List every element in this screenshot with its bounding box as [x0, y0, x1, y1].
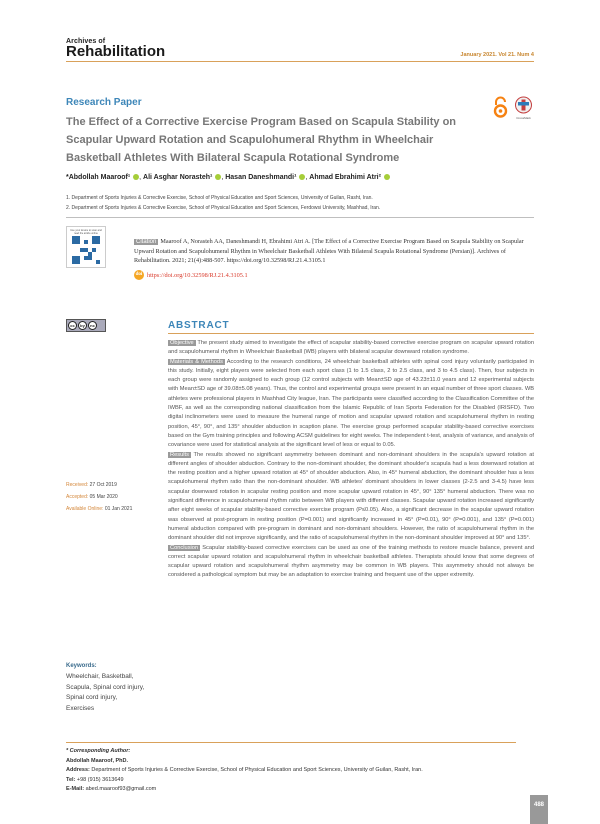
- article-title: The Effect of a Corrective Exercise Program Based on Scapula Stability on Scapular Upward Rotation and Scapulohumeral Rhythm in Wheelchair Basketball Athletes With Bilateral Scapula Rotational Syndrome: [66, 116, 457, 164]
- abstract-body: [168, 339, 534, 785]
- corr-email-value[interactable]: abed.maaroof93@gmail.com: [85, 786, 157, 792]
- cc-license-badge[interactable]: [66, 319, 106, 332]
- corr-address: [66, 766, 516, 776]
- citation-text: Maaroof A, Norasteh AA, Daneshmandi H, Ebrahimi Atri A. [The Effect of a Corrective Exercise Program Based on Scapula Stability on Scapular Upward Rotation and Scapulohumeral Rhythm in Wheelchair Basketball Athletes With Bilateral Scapula Rotational Syndrome (Persian)]. Archives of Rehabilitation. 2021; 21(4):488-507. https://doi.org/10.32598/RJ.21.4.3105.1: [134, 238, 524, 264]
- doi-icon: doi: [134, 270, 144, 280]
- abstract-text: The results showed no significant asymmetry between dominant and non-dominant shoulders in the scapula's upward rotation at different angles of shoulder abduction. Contrary to the non-dominant shoulder, the dominant shoulder's scapula had a less downward rotation at the resting position and a higher upward rotation at 45° of shoulder abduction. Also, in 45° humeral abduction, the dominant shoulder has a less scapulohumeral rhythm ratio than the non-dominant shoulder. WB athletes' dominant shoulders in lower classes (2-2.5 and 3-4.5) have less scapular downward rotation in scapular resting position and more scapular upward rotation in 45°, 90° 135° humeral abduction. There was no significant difference in scapulohumeral rhythm ratio between WB players with different classes. Scapular upward rotation increased significantly after eight weeks of scapular stability-based corrective exercise program (P≤0.05). Also, a significant decrease in the scapular upward rotation was observed at post-program in resting position (P=0.001) and significantly increased in 45° (P=0.01), 90° (P=0.001), and 135° (P=0.001) humeral abduction compared with pre-program in dominant and non-dominant shoulders. However, the ratio of scapulohumeral rhythm in the dominant shoulder did not improve significantly, and the ratio of scapulohumeral rhythm in the non-dominant shoulder improved at 90° and 135°.: [168, 451, 534, 542]
- abstract-text: Scapular stability-based corrective exercises can be used as one of the training methods to restore muscle balance, prevent and correct scapular upward rotation and scapulohumeral rhythm in wheelchair basketball athletes. Therapists should know that some degrees of scapular upward rotation and scapulohumeral rhythm asymmetry may be common in WB players. This asymmetry should not always be considered a pathological symptom but may be an adaptation to exercise training and frequent use of the upper extremity.: [168, 544, 534, 579]
- affiliations: [66, 193, 380, 213]
- date-value: 05 Mar 2020: [89, 494, 118, 500]
- journal-name-small: Archives of: [66, 38, 106, 45]
- abstract-text: The present study aimed to investigate the effect of scapular stability-based corrective exercise program on scapular upward rotation and scapulohumeral rhythm in Wheelchair Basketball (WB) players with bilateral scapular downward rotation syndrome.: [168, 340, 534, 356]
- qr-code-icon: [72, 236, 100, 264]
- date-label: Received:: [66, 482, 89, 488]
- citation-label: Citation: [136, 239, 157, 245]
- crossmark-badge[interactable]: [515, 94, 532, 120]
- qr-caption: Use your device to scan and read the article online: [70, 229, 102, 235]
- keywords-title: Keywords:: [66, 663, 97, 669]
- abstract-conclusion: [168, 544, 534, 581]
- orcid-icon[interactable]: [384, 174, 390, 180]
- corr-email-label: E-Mail:: [66, 786, 85, 792]
- date-label: Accepted:: [66, 494, 89, 500]
- abstract-methods: [168, 358, 534, 451]
- corr-address-text: Department of Sports Injuries & Corrective Exercise, School of Physical Education and Sport Sciences, University of Guilan, Rasht, Iran.: [91, 767, 423, 773]
- article-dates: [66, 479, 132, 515]
- abstract-heading: ABSTRACT: [168, 320, 230, 331]
- authors: *Abdollah Maaroof¹ , Ali Asghar Norasteh¹ , Hasan Daneshmandi¹ , Ahmad Ebrahimi Atri²: [66, 174, 390, 181]
- crossmark-icon: [515, 94, 532, 116]
- abstract-results: [168, 451, 534, 544]
- cc-by-icon: by: [78, 321, 87, 330]
- author-name: Hasan Daneshmandi¹: [225, 174, 297, 181]
- date-value: 01 Jan 2021: [104, 506, 133, 512]
- corr-tel-label: Tel:: [66, 776, 76, 783]
- crossmark-label: CrossMark: [516, 116, 531, 120]
- affiliation: 2. Department of Sports Injuries & Corrective Exercise, School of Physical Education and Sport Sciences, Ferdowsi University, Mashhad, Iran.: [66, 205, 381, 211]
- doi-line: [134, 270, 248, 280]
- issue-info: January 2021. Vol 21. Num 4: [460, 52, 534, 58]
- date-row: [66, 479, 132, 491]
- article-type: Research Paper: [66, 97, 142, 108]
- journal-logo: [66, 38, 165, 59]
- date-value: 27 Oct 2019: [89, 482, 117, 488]
- keywords: [66, 663, 146, 714]
- page-number: 488: [530, 795, 548, 824]
- date-row: [66, 491, 132, 503]
- abstract-label: Conclusion: [170, 544, 199, 551]
- corr-name: Abdollah Maaroof, PhD.: [66, 757, 129, 764]
- abstract-text: According to the research conditions, 24 wheelchair basketball athletes with spinal cord injury voluntarily participated in this study. Initially, eight players were selected from each sport class (1 to 1.5 class, 2 to 2.5 class, and 3 to 4.5 class). Then, four subjects in each group were randomly assigned to each group (12 control subjects with Mean±SD age of 43.23±11.0 years and 12 experimental subjects with Mean±SD age of 39.08±5.08 years). Thus, the control and experimental groups were present in an equal number of three sport classes. WB athletes were professional players in Mashhad City league, Iran. The participants were classified according to the Classification Committee of the IWBF, as well as the corresponding national classification from the Islamic Republic of Iran Sports Federation for the Disabled (IRISFD). Two digital inclinometers were used to measure the humeral range of motion and scapular upward rotation and scapulohumeral rhythm in resting position, 45°, 90°, and 135° shoulder abduction in scaption plane. The exercise group performed scapular stability-based corrective exercises based on the Gym training principles and following ACSM guidelines for eight weeks. The independent t-test, analysis of variance, and analysis of covariance were used for statistical analysis at the significant level of less or equal to 0.05.: [168, 358, 534, 449]
- author-name: Ahmad Ebrahimi Atri²: [309, 174, 381, 181]
- abstract-objective: [168, 339, 534, 358]
- doi-link[interactable]: https://doi.org/10.32598/RJ.21.4.3105.1: [147, 271, 248, 279]
- date-row: [66, 503, 132, 515]
- cc-nc-icon: nc: [88, 321, 97, 330]
- abstract-label: Objective: [170, 340, 194, 346]
- badges: [492, 94, 532, 120]
- qr-code-box[interactable]: [66, 226, 106, 268]
- author-name: Ali Asghar Norasteh¹: [143, 174, 213, 181]
- corr-address-label: Address:: [66, 767, 90, 773]
- affiliation: 1. Department of Sports Injuries & Corrective Exercise, School of Physical Education and Sport Sciences, University of Guilan, Rasht, Iran.: [66, 195, 373, 201]
- corr-tel: [66, 776, 516, 786]
- keywords-text: Wheelchair, Basketball, Scapula, Spinal cord injury, Spinal cord injury, Exercises: [66, 673, 145, 712]
- abstract-divider: [168, 333, 534, 334]
- cc-icon: cc: [68, 321, 77, 330]
- corr-tel-value: +98 (915) 3613649: [76, 776, 124, 783]
- corr-title: * Corresponding Author:: [66, 748, 131, 754]
- abstract-label: Results: [170, 451, 189, 458]
- abstract-label: Materials & Methods: [170, 358, 223, 365]
- corresponding-author: [66, 742, 516, 795]
- citation: [134, 237, 534, 265]
- header-divider: [66, 61, 534, 62]
- open-access-icon[interactable]: [492, 96, 509, 119]
- author-name: *Abdollah Maaroof¹: [66, 174, 131, 181]
- section-divider: [66, 217, 534, 218]
- date-label: Available Online:: [66, 506, 104, 512]
- corr-email: [66, 785, 516, 795]
- journal-name-big: Rehabilitation: [66, 43, 166, 60]
